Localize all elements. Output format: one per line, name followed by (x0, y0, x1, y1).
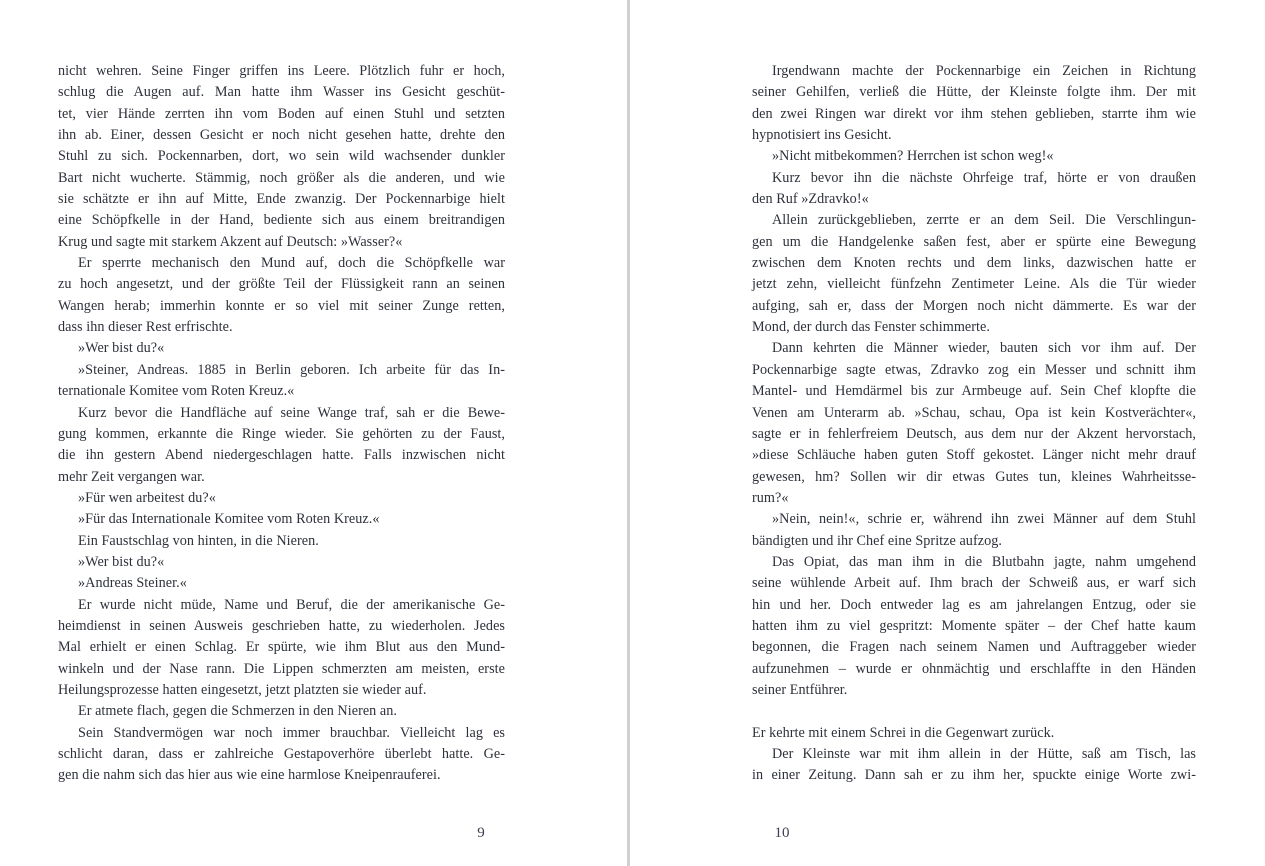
paragraph (752, 744, 1196, 787)
text-line: »Wer bist du?« (78, 340, 165, 357)
paragraph (752, 210, 1196, 338)
text-line: mehr Zeit vergangen war. (58, 468, 205, 485)
paragraph (58, 509, 505, 530)
paragraph (752, 509, 1196, 552)
book-page-right (630, 0, 1265, 866)
text-line: hypnotisiert ins Gesicht. (752, 127, 892, 144)
text-line: sie schätzte er ihn auf Mitte, Ende zwanzig. Der Pockennarbige hielt (58, 191, 505, 208)
text-line: Bart nicht wucherte. Stämmig, noch größer als die anderen, und wie (58, 169, 505, 186)
paragraph (58, 595, 505, 702)
text-line: Ein Faustschlag von hinten, in die Nieren. (78, 532, 319, 549)
paragraph (58, 253, 505, 338)
text-line: heimdienst in seinen Ausweis geschrieben hatte, zu wiederholen. Jedes (58, 617, 505, 634)
paragraph (58, 531, 505, 552)
text-line: nicht wehren. Seine Finger griffen ins Leere. Plötzlich fuhr er hoch, (58, 63, 505, 79)
text-line: Der Kleinste war mit ihm allein in der Hütte, saß am Tisch, las (772, 746, 1196, 762)
text-line: Er wurde nicht müde, Name und Beruf, die der amerikanische Ge- (78, 596, 505, 613)
text-line: gen um die Handgelenke saßen fest, aber er spürte eine Bewegung (752, 233, 1196, 250)
text-line: eine Schöpfkelle in der Hand, bediente sich aus einem breitrandigen (58, 212, 505, 229)
paragraph (58, 701, 505, 722)
paragraph (752, 146, 1196, 167)
paragraph (752, 61, 1196, 146)
text-line: Wangen herab; immerhin konnte er so viel mit seiner Zunge retten, (58, 297, 505, 314)
paragraph (752, 338, 1196, 509)
text-line: hatten ihm zu viel gespritzt: Momente später – der Chef hatte kaum (752, 617, 1196, 634)
text-line: »Für wen arbeitest du?« (78, 489, 216, 506)
text-line: Mond, der durch das Fenster schimmerte. (752, 319, 990, 336)
text-line: »Andreas Steiner.« (78, 575, 187, 592)
paragraph (752, 168, 1196, 211)
text-line: Sein Standvermögen war noch immer brauchbar. Vielleicht lag es (78, 724, 505, 741)
text-line: Allein zurückgeblieben, zerrte er an dem Seil. Die Verschlingun- (772, 212, 1196, 229)
text-line: begonnen, die Fragen nach seinem Namen und Auftraggeber wieder (752, 639, 1196, 656)
text-line: ihn ab. Einer, dessen Gesicht er noch nicht gesehen hatte, drehte den (58, 127, 505, 144)
text-line: bändigten und ihr Chef eine Spritze aufzog. (752, 532, 1002, 549)
paragraph (58, 723, 505, 787)
text-line: schlug die Augen auf. Man hatte ihm Wasser ins Gesicht geschüt- (58, 84, 505, 101)
text-line: seine wühlende Arbeit auf. Ihm brach der Schweiß aus, er warf sich (752, 575, 1196, 592)
text-line: schlicht daran, dass er zahlreiche Gestapoverhöre überlebt hatte. Ge- (58, 746, 505, 762)
paragraph (58, 488, 505, 509)
text-line: jetzt zehn, vielleicht fünfzehn Zentimeter Leine. Als die Tür wieder (752, 276, 1196, 293)
text-line: »diese Schläuche haben guten Stoff gekostet. Länger nicht mehr drauf (752, 447, 1196, 464)
book-page-left (0, 0, 627, 866)
paragraph (58, 403, 505, 488)
text-line: Er sperrte mechanisch den Mund auf, doch die Schöpfkelle war (78, 255, 505, 272)
text-line: Mal erhielt er einen Schlag. Er spürte, wie ihm Blut aus den Mund- (58, 639, 505, 656)
text-line: Irgendwann machte der Pockennarbige ein Zeichen in Richtung (772, 63, 1196, 79)
text-line: seiner Gehilfen, verließ die Hütte, der Kleinste folgte ihm. Der mit (752, 84, 1196, 101)
text-line: gung kommen, erkannte die Ringe wieder. Sie gehörten zu der Faust, (58, 425, 505, 442)
paragraph (58, 61, 505, 253)
text-line: hin und her. Doch entweder lag es am jahrelangen Entzug, oder sie (752, 596, 1196, 613)
text-line: »Steiner, Andreas. 1885 in Berlin geboren. Ich arbeite für das In- (78, 361, 505, 378)
page-text-block (752, 61, 1196, 787)
text-line: in einer Zeitung. Dann sah er zu ihm her, spuckte einige Worte zwi- (752, 767, 1196, 784)
paragraph (752, 552, 1196, 701)
text-line: den Ruf »Zdravko!« (752, 191, 869, 208)
text-line: Stuhl zu sich. Pockennarben, dort, wo sein wild wachsender dunkler (58, 148, 505, 165)
text-line: gewesen, hm? Sollen wir dir etwas Gutes tun, kleines Wahrheitsse- (752, 468, 1196, 485)
paragraph (752, 723, 1196, 744)
text-line: »Nein, nein!«, schrie er, während ihn zwei Männer auf dem Stuhl (772, 511, 1196, 528)
text-line: zwischen dem Knoten rechts und dem links, dazwischen hatte er (752, 255, 1196, 272)
text-line: rum?« (752, 489, 789, 506)
text-line: tet, vier Hände zerrten ihn vom Boden auf einen Stuhl und setzten (58, 105, 505, 122)
text-line: Er kehrte mit einem Schrei in die Gegenwart zurück. (752, 724, 1055, 741)
text-line: dass ihn dieser Rest erfrischte. (58, 319, 233, 336)
text-line: gen die nahm sich das hier aus wie eine harmlose Kneipenrauferei. (58, 767, 441, 784)
text-line: winkeln und der Nase rann. Die Lippen schmerzten am meisten, erste (58, 660, 505, 677)
text-line: Krug und sagte mit starkem Akzent auf Deutsch: »Wasser?« (58, 233, 403, 250)
text-line: Heilungsprozesse hatten eingesetzt, jetzt platzten sie wieder auf. (58, 681, 427, 698)
text-line: Er atmete flach, gegen die Schmerzen in den Nieren an. (78, 703, 398, 720)
text-line: die ihn gestern Abend niedergeschlagen hatte. Falls inzwischen nicht (58, 447, 505, 464)
text-line: sagte er in fehlerfreiem Deutsch, aus dem nur der Akzent hervorstach, (752, 425, 1196, 442)
text-line: Das Opiat, das man ihm in die Blutbahn jagte, nahm umgehend (772, 553, 1196, 570)
paragraph (58, 338, 505, 359)
page-number-right: 10 (774, 825, 790, 841)
page-number-left: 9 (477, 825, 485, 841)
text-line: Kurz bevor die Handfläche auf seine Wange traf, sah er die Bewe- (78, 404, 505, 421)
text-line: seiner Entführer. (752, 681, 848, 698)
text-line: Venen am Unterarm ab. »Schau, schau, Opa ist kein Kostverächter«, (752, 404, 1196, 421)
text-line: aufzunehmen – wurde er ohnmächtig und erschlaffte in den Händen (752, 660, 1196, 677)
text-line: den zwei Ringen war direkt vor ihm stehen geblieben, starrte ihm wie (752, 105, 1196, 122)
text-line: Kurz bevor ihn die nächste Ohrfeige traf, hörte er von draußen (772, 169, 1196, 186)
text-line: »Für das Internationale Komitee vom Roten Kreuz.« (78, 511, 380, 528)
text-line: ternationale Komitee vom Roten Kreuz.« (58, 383, 295, 400)
text-line: »Nicht mitbekommen? Herrchen ist schon weg!« (772, 148, 1054, 165)
paragraph (58, 552, 505, 573)
page-text-block (58, 61, 505, 787)
text-line: aufging, sah er, dass der Morgen noch nicht dämmerte. Es war der (752, 297, 1196, 314)
text-line: Mantel- und Hemdärmel bis zur Armbeuge auf. Sein Chef klopfte die (752, 383, 1196, 400)
paragraph (58, 360, 505, 403)
text-line: Pockennarbige sagte etwas, Zdravko zog ein Messer und schnitt ihm (752, 361, 1196, 378)
text-line: Dann kehrten die Männer wieder, bauten sich vor ihm auf. Der (772, 340, 1196, 357)
paragraph (58, 573, 505, 594)
text-line: zu hoch angesetzt, und der größte Teil der Flüssigkeit rann an seinen (58, 276, 505, 293)
text-line: »Wer bist du?« (78, 553, 165, 570)
